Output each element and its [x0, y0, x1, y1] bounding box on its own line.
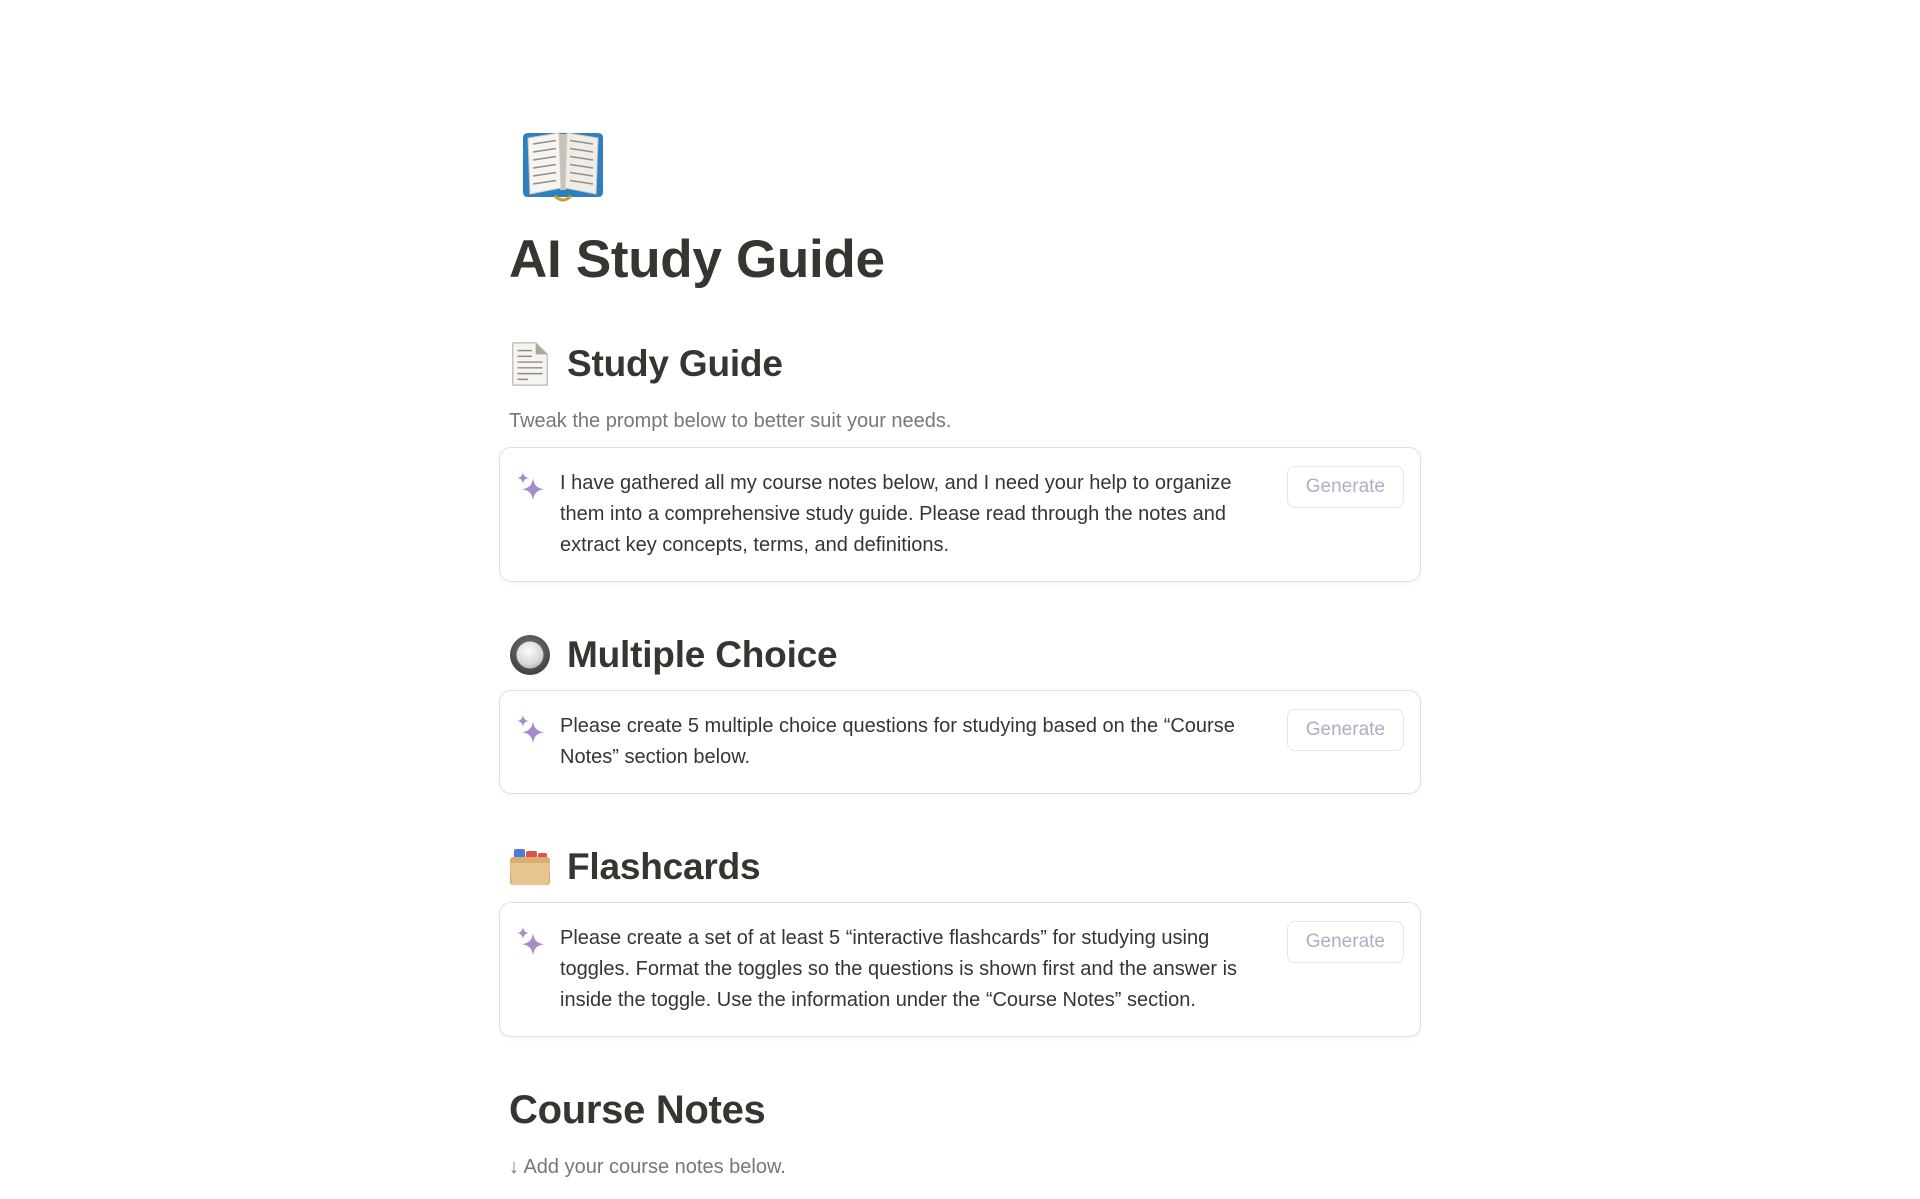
open-book-icon-graphic [515, 126, 611, 208]
page-facing-up-emoji [507, 341, 553, 387]
section-heading-flashcards [507, 844, 1421, 890]
generate-button-flashcards[interactable]: Generate [1287, 921, 1404, 963]
sparkles-icon [514, 470, 546, 504]
sparkles-icon [514, 925, 546, 959]
open-book-emoji[interactable] [515, 126, 611, 208]
section-heading-label: Multiple Choice [567, 633, 838, 675]
course-notes-heading: Course Notes [509, 1087, 766, 1132]
page-content [499, 0, 1421, 1181]
prompt-box-multiple-choice [499, 690, 1421, 794]
prompt-box-study-guide [499, 447, 1421, 582]
section-heading-label: Study Guide [567, 342, 783, 384]
prompt-text-multiple-choice[interactable]: Please create 5 multiple choice questions for studying based on the “Course Notes” section below. [560, 714, 1235, 768]
generate-button-study-guide[interactable]: Generate [1287, 466, 1404, 508]
section-helper-text: Tweak the prompt below to better suit your needs. [509, 409, 952, 432]
prompt-box-flashcards [499, 902, 1421, 1037]
prompt-text-study-guide[interactable]: I have gathered all my course notes below, and I need your help to organize them into a comprehensive study guide. Please read through the notes and extract key concepts, terms, and definitions. [560, 471, 1232, 556]
generate-button-multiple-choice[interactable]: Generate [1287, 709, 1404, 751]
prompt-text-flashcards[interactable]: Please create a set of at least 5 “interactive flashcards” for studying using toggles. Format the toggles so the questions is shown first and the answer is inside the toggle. Use the information under the “Course Notes” section. [560, 926, 1238, 1011]
card-index-dividers-emoji [507, 844, 553, 890]
radio-button-emoji [507, 632, 553, 678]
page-title: AI Study Guide [509, 230, 885, 289]
section-heading-study-guide [507, 341, 1421, 387]
sparkles-icon [514, 713, 546, 747]
section-heading-multiple-choice [507, 632, 1421, 678]
course-notes-helper: ↓ Add your course notes below. [509, 1155, 786, 1178]
section-heading-label: Flashcards [567, 845, 761, 887]
